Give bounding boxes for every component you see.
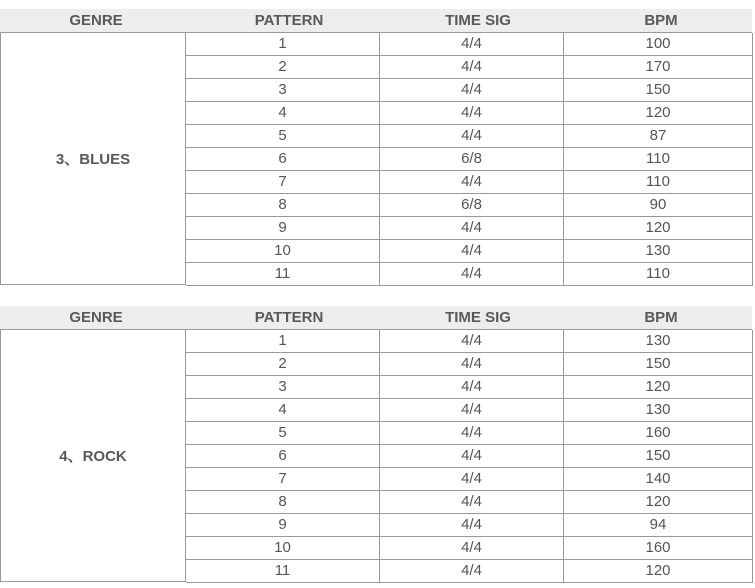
bpm-cell: 120 <box>564 102 753 124</box>
bpm-cell: 150 <box>564 353 753 375</box>
table-row <box>186 353 753 376</box>
table-row <box>186 79 753 102</box>
table-row <box>186 560 753 583</box>
table-row <box>186 240 753 263</box>
pattern-cell: 3 <box>186 79 380 101</box>
pattern-cell: 11 <box>186 263 380 285</box>
time-sig-cell: 6/8 <box>380 194 564 216</box>
time-sig-cell: 4/4 <box>380 399 564 421</box>
header-time-sig: TIME SIG <box>445 309 511 326</box>
table-row <box>186 263 753 286</box>
bpm-cell: 150 <box>564 445 753 467</box>
table-row <box>186 102 753 125</box>
pattern-cell: 6 <box>186 148 380 170</box>
table-row <box>186 33 753 56</box>
genre-cell: 4、ROCK <box>1 330 186 582</box>
bpm-cell: 87 <box>564 125 753 147</box>
table-row <box>186 194 753 217</box>
bpm-cell: 110 <box>564 263 753 285</box>
pattern-cell: 2 <box>186 353 380 375</box>
bpm-cell: 110 <box>564 148 753 170</box>
pattern-cell: 9 <box>186 217 380 239</box>
pattern-cell: 10 <box>186 240 380 262</box>
bpm-cell: 130 <box>564 240 753 262</box>
pattern-cell: 3 <box>186 376 380 398</box>
pattern-cell: 5 <box>186 125 380 147</box>
time-sig-cell: 4/4 <box>380 445 564 467</box>
time-sig-cell: 4/4 <box>380 217 564 239</box>
header-pattern: PATTERN <box>254 309 324 326</box>
pattern-cell: 5 <box>186 422 380 444</box>
time-sig-cell: 6/8 <box>380 148 564 170</box>
bpm-cell: 90 <box>564 194 753 216</box>
table-row <box>186 445 753 468</box>
bpm-cell: 120 <box>564 491 753 513</box>
time-sig-cell: 4/4 <box>380 56 564 78</box>
table-row <box>186 171 753 194</box>
table-row <box>186 125 753 148</box>
table-row <box>186 491 753 514</box>
blues-table <box>0 9 752 285</box>
time-sig-cell: 4/4 <box>380 33 564 55</box>
header-time-sig: TIME SIG <box>445 12 511 29</box>
time-sig-cell: 4/4 <box>380 376 564 398</box>
pattern-cell: 4 <box>186 399 380 421</box>
pattern-cell: 2 <box>186 56 380 78</box>
bpm-cell: 160 <box>564 422 753 444</box>
time-sig-cell: 4/4 <box>380 353 564 375</box>
header-pattern: PATTERN <box>254 12 324 29</box>
pattern-cell: 8 <box>186 491 380 513</box>
pattern-cell: 1 <box>186 33 380 55</box>
bpm-cell: 94 <box>564 514 753 536</box>
genre-cell: 3、BLUES <box>1 33 186 285</box>
time-sig-cell: 4/4 <box>380 537 564 559</box>
time-sig-cell: 4/4 <box>380 468 564 490</box>
bpm-cell: 120 <box>564 560 753 582</box>
time-sig-cell: 4/4 <box>380 79 564 101</box>
bpm-cell: 110 <box>564 171 753 193</box>
rock-table <box>0 306 752 582</box>
bpm-cell: 150 <box>564 79 753 101</box>
header-genre: GENRE <box>69 12 123 29</box>
time-sig-cell: 4/4 <box>380 125 564 147</box>
header-genre: GENRE <box>69 309 123 326</box>
pattern-cell: 7 <box>186 468 380 490</box>
pattern-cell: 7 <box>186 171 380 193</box>
bpm-cell: 140 <box>564 468 753 490</box>
table-row <box>186 422 753 445</box>
pattern-cell: 10 <box>186 537 380 559</box>
time-sig-cell: 4/4 <box>380 263 564 285</box>
pattern-cell: 8 <box>186 194 380 216</box>
time-sig-cell: 4/4 <box>380 560 564 582</box>
time-sig-cell: 4/4 <box>380 330 564 352</box>
pattern-cell: 4 <box>186 102 380 124</box>
table-row <box>186 537 753 560</box>
table-header <box>0 306 752 329</box>
table-row <box>186 376 753 399</box>
header-bpm: BPM <box>644 12 678 29</box>
bpm-cell: 160 <box>564 537 753 559</box>
bpm-cell: 120 <box>564 376 753 398</box>
pattern-cell: 11 <box>186 560 380 582</box>
bpm-cell: 120 <box>564 217 753 239</box>
table-row <box>186 399 753 422</box>
bpm-cell: 130 <box>564 399 753 421</box>
header-bpm: BPM <box>644 309 678 326</box>
table-row <box>186 217 753 240</box>
table-header <box>0 9 752 32</box>
time-sig-cell: 4/4 <box>380 422 564 444</box>
time-sig-cell: 4/4 <box>380 171 564 193</box>
time-sig-cell: 4/4 <box>380 491 564 513</box>
bpm-cell: 170 <box>564 56 753 78</box>
time-sig-cell: 4/4 <box>380 240 564 262</box>
pattern-cell: 9 <box>186 514 380 536</box>
time-sig-cell: 4/4 <box>380 102 564 124</box>
table-row <box>186 468 753 491</box>
pattern-cell: 6 <box>186 445 380 467</box>
table-row <box>186 56 753 79</box>
time-sig-cell: 4/4 <box>380 514 564 536</box>
table-row <box>186 148 753 171</box>
table-row <box>186 514 753 537</box>
pattern-cell: 1 <box>186 330 380 352</box>
bpm-cell: 100 <box>564 33 753 55</box>
table-row <box>186 330 753 353</box>
bpm-cell: 130 <box>564 330 753 352</box>
